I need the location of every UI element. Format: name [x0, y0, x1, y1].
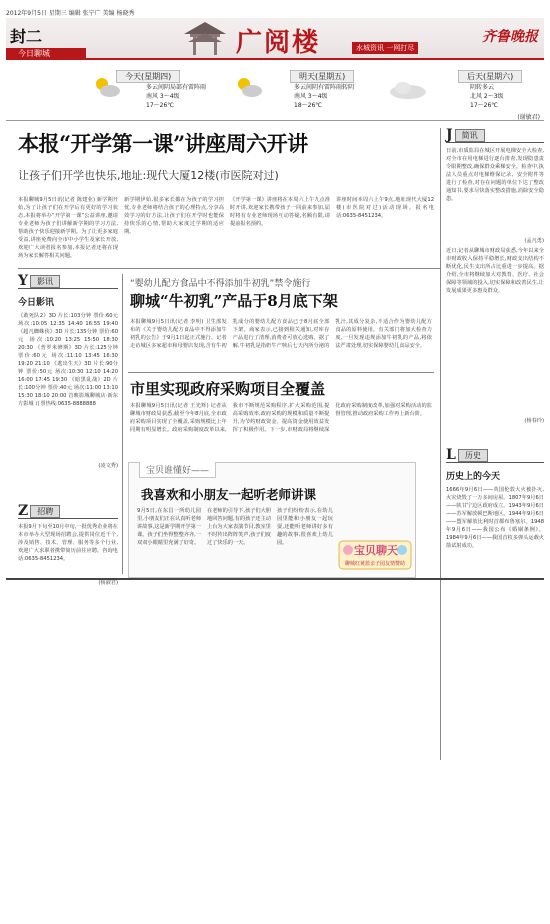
recruit-tag: 招聘 — [30, 505, 60, 518]
history-section — [446, 448, 544, 596]
cloud-icon — [388, 80, 428, 100]
section-title: 封二 — [10, 27, 43, 46]
weather-day-title: 后天(星期六) — [458, 70, 522, 83]
weather-day-after: 后天(星期六) 阴转多云 北风 2～3级 17～26℃ — [458, 64, 522, 110]
movies-tag: 影讯 — [30, 275, 60, 288]
history-tag: 历史 — [458, 449, 488, 462]
history-letter: L — [446, 447, 456, 463]
weather-tomorrow: 明天(星期五) 多云间阴有雷阵雨转阴 南风 3～4级 18～26℃ — [290, 64, 354, 110]
kids-feature-column-3: 孩子们纷纷表示,在幼儿园里能和小朋友一起玩耍,还能听老师讲好多有趣的故事,很喜欢上幼儿园。 — [277, 508, 333, 546]
kids-feature-headline: 我喜欢和小朋友一起听老师讲课 — [141, 487, 317, 502]
lead-column-2: 新学期伊始,很多家长都在为孩子的学习担忧,专业老师将结合孩子的心理特点,分享高效学习的好方法,让孩子们在开学时也能保持快乐的心情,帮助大家度过学期的适应期。 — [124, 197, 224, 235]
sun-cloud-icon — [234, 74, 264, 100]
gov-headline: 市里实现政府采购项目全覆盖 — [130, 380, 326, 398]
horizontal-rule — [18, 268, 440, 269]
kids-stamp-text: 宝贝聊天 — [354, 544, 398, 557]
notes-tag: 简讯 — [455, 129, 485, 142]
recruit-header — [18, 504, 118, 519]
masthead — [6, 18, 544, 60]
kids-feature-column-1: 9月5日,在东昌一所幼儿园里,小朋友们正在认真听老师讲故事,这是新学期开学第一课。孩子们坐得整整齐齐,一双双小眼睛里充满了好奇。 — [137, 508, 201, 546]
lead-column-4: 讲座时间本周六上午9点,地址现代大厦12楼(市医院对过)活动现场。报名电话:0635-8451234。 — [336, 197, 434, 219]
lead-column-1: 本报聊城9月5日讯(记者 陈建业) 新学期开始,为了让孩子们在开学后有更好的学习状态,本报将举办“开学第一课”公益讲座,邀请专业老师为孩子们讲解新学期的学习方法,帮助孩子快乐迎接新学期。为了让更多家庭受益,讲座免费向全市中小学生及家长开放,欢迎广大读者报名参加,本报记者还将在现场为家长解答相关问题。 — [18, 197, 118, 259]
brand-tagline: 水城资讯 一网打尽 — [352, 42, 418, 54]
movies-author: (凌文秀) — [98, 463, 118, 469]
notes-author-2: (杨春玲) — [524, 418, 544, 424]
notes-header — [446, 128, 544, 143]
history-body: 1666年9月6日——英国伦敦大火被扑灭,火灾烧毁了一万多间房屋。1807年9月6日——陕甘宁边区政府成立。1943年9月6日——苏军解放顿巴斯地区。1944年9月6日——盟军解放比利时首都布鲁塞尔。1948年9月6日——我国公布《婚姻条例》。1984年9月6日——我国首枚多弹头运载火箭试射成功。 — [446, 487, 544, 549]
column-rule — [440, 128, 441, 760]
movies-body: 《敢死队2》3D 片长:103分钟 票价:60元 场次:10:05 12:35 14:40 16:55 19:40 《超凡蜘蛛侠》3D 片长:135分钟 票价:60元 场次:10:20 13:25 15:50 18:30 20:30 《普罗米修斯》3D 片长:125分钟 票价:60元 场次:11:10 13:45 16:30 19:20 21:10 《逃出生天》3D 片长:90分钟 票价:50元 场次:10:30 12:10 14:20 16:00 17:45 19:30 《暗黑乱战》2D 片长:100分钟 票价:40元 场次:11:00 13:10 15:30 18:10 20:00 首映影城聊城店·新东方影城 订票热线:0635-8888888 — [18, 313, 118, 407]
kids-feature-tab: 宝贝谁懂好—— — [139, 462, 216, 478]
weather-source: (谢敏君) — [517, 114, 540, 121]
newspaper-logo: 齐鲁晚报 — [482, 29, 538, 45]
kids-feature-column-2: 在老师的引导下,孩子们大胆地回答问题,有的孩子还主动上台为大家表演节目,教室里不时传出阵阵笑声,孩子们度过了快乐的一天。 — [207, 508, 271, 546]
recruit-author: (杨淑君) — [98, 580, 118, 586]
notes-author-1: (孟凡勇) — [524, 238, 544, 244]
column-brand: 广阅楼 — [236, 28, 321, 58]
kids-stamp-note: 聊城红黄蓝亲子园友情赞助 — [344, 561, 405, 567]
notes-body-1: 日前,市质监局在城区开展电梯安全大检查,对全市在用电梯进行逐台排查,发现隐患责令限期整改,确保群众乘梯安全。检查中,执法人员重点对电梯维保记录、安全附件等进行了检查,对存在问题的单位下达了整改通知书,要求尽快落实整改措施,消除安全隐患。 — [446, 148, 544, 202]
movies-letter: Y — [18, 273, 28, 289]
lead-subhead: 让孩子们开学也快乐,地址:现代大厦12楼(市医院对过) — [18, 169, 279, 182]
column-rule — [122, 274, 123, 574]
page-bottom-rule — [6, 578, 544, 580]
section-tag: 今日聊城 — [6, 48, 86, 60]
weather-day-title: 今天(星期四) — [116, 70, 180, 83]
date-line: 2012年9月5日 星期三 编辑 张宁广 美编 杨晓秀 — [6, 10, 135, 17]
recruit-section — [18, 504, 118, 587]
recruit-letter: Z — [18, 503, 29, 519]
horizontal-rule — [128, 372, 434, 373]
weather-today: 今天(星期四) 多云间阴局部有雷阵雨 南风 3～4级 17～26℃ — [116, 64, 206, 110]
movies-section — [18, 274, 118, 470]
lead-headline: 本报“开学第一课”讲座周六开讲 — [18, 131, 308, 156]
sun-cloud-icon — [92, 74, 122, 100]
weather-day-title: 明天(星期五) — [290, 70, 354, 83]
history-header — [446, 448, 544, 463]
recruit-body: 本报9月下旬至10月中旬,一批优秀企业将在本市举办大型现场招聘会,提供岗位近千个,涉及销售、技术、管理、服务等多个行业,欢迎广大求职者携带简历前往应聘。咨询电话:0635-8451234。 — [18, 524, 118, 562]
history-title: 历史上的今天 — [446, 472, 501, 482]
weather-forecast — [6, 64, 544, 121]
milk-body: 本报聊城9月5日讯(记者 李明) 卫生部发布的《关于婴幼儿配方食品中不得添加牛初乳的公告》于9月1日起正式施行。记者走访城区多家超市和母婴店发现,含有牛初乳成分的婴幼儿配方食品已于8月底全部下架。商家表示,已接到相关通知,对库存产品进行了清理,消费者可放心选购。据了解,牛初乳是指奶牛产犊后七天内所分泌的乳汁,其成分复杂,不适合作为婴幼儿配方食品的原料使用。有关部门将加大检查力度,一旦发现违规添加牛初乳的产品,将依法严肃处理,切实保障婴幼儿食品安全。 — [130, 319, 432, 349]
movies-header — [18, 274, 118, 289]
milk-kicker: “婴幼儿配方食品中不得添加牛初乳”禁令施行 — [130, 279, 311, 289]
movies-title: 今日影讯 — [18, 298, 55, 308]
notes-section — [446, 128, 544, 425]
lead-column-3: 《开学第一课》讲座将在本周六上午九点准时开讲,欢迎家长携带孩子一同前来参加,届时将有专业老师现场互动答疑,名额有限,请提前报名预约。 — [230, 197, 330, 227]
notes-letter: J — [446, 127, 453, 143]
gov-body: 本报聊城9月5日讯(记者 王光辉) 记者从聊城市财政局获悉,截至今年8月底,全市政府采购项目实现了全覆盖,采购规模比上年同期有明显增长。政府采购制度改革以来,我市不断规范采购程序,扩大采购范围,提高采购效率,政府采购的规模和质量不断提升,为节约财政资金、提高资金使用效益发挥了积极作用。下一步,市财政局将继续深化政府采购制度改革,加强对采购活动的监督管理,推动政府采购工作再上新台阶。 — [130, 403, 432, 433]
pavilion-icon — [182, 20, 228, 56]
notes-body-2: 近日,记者从聊城市财政局获悉,今年以来全市财政收入保持平稳增长,财政支出结构不断优化,民生支出所占比重进一步提高。据介绍,全市将继续加大对教育、医疗、社会保障等领域的投入,切实保障和改善民生,让发展成果更多惠及群众。 — [446, 248, 544, 294]
milk-headline: 聊城“牛初乳”产品于8月底下架 — [130, 292, 338, 310]
